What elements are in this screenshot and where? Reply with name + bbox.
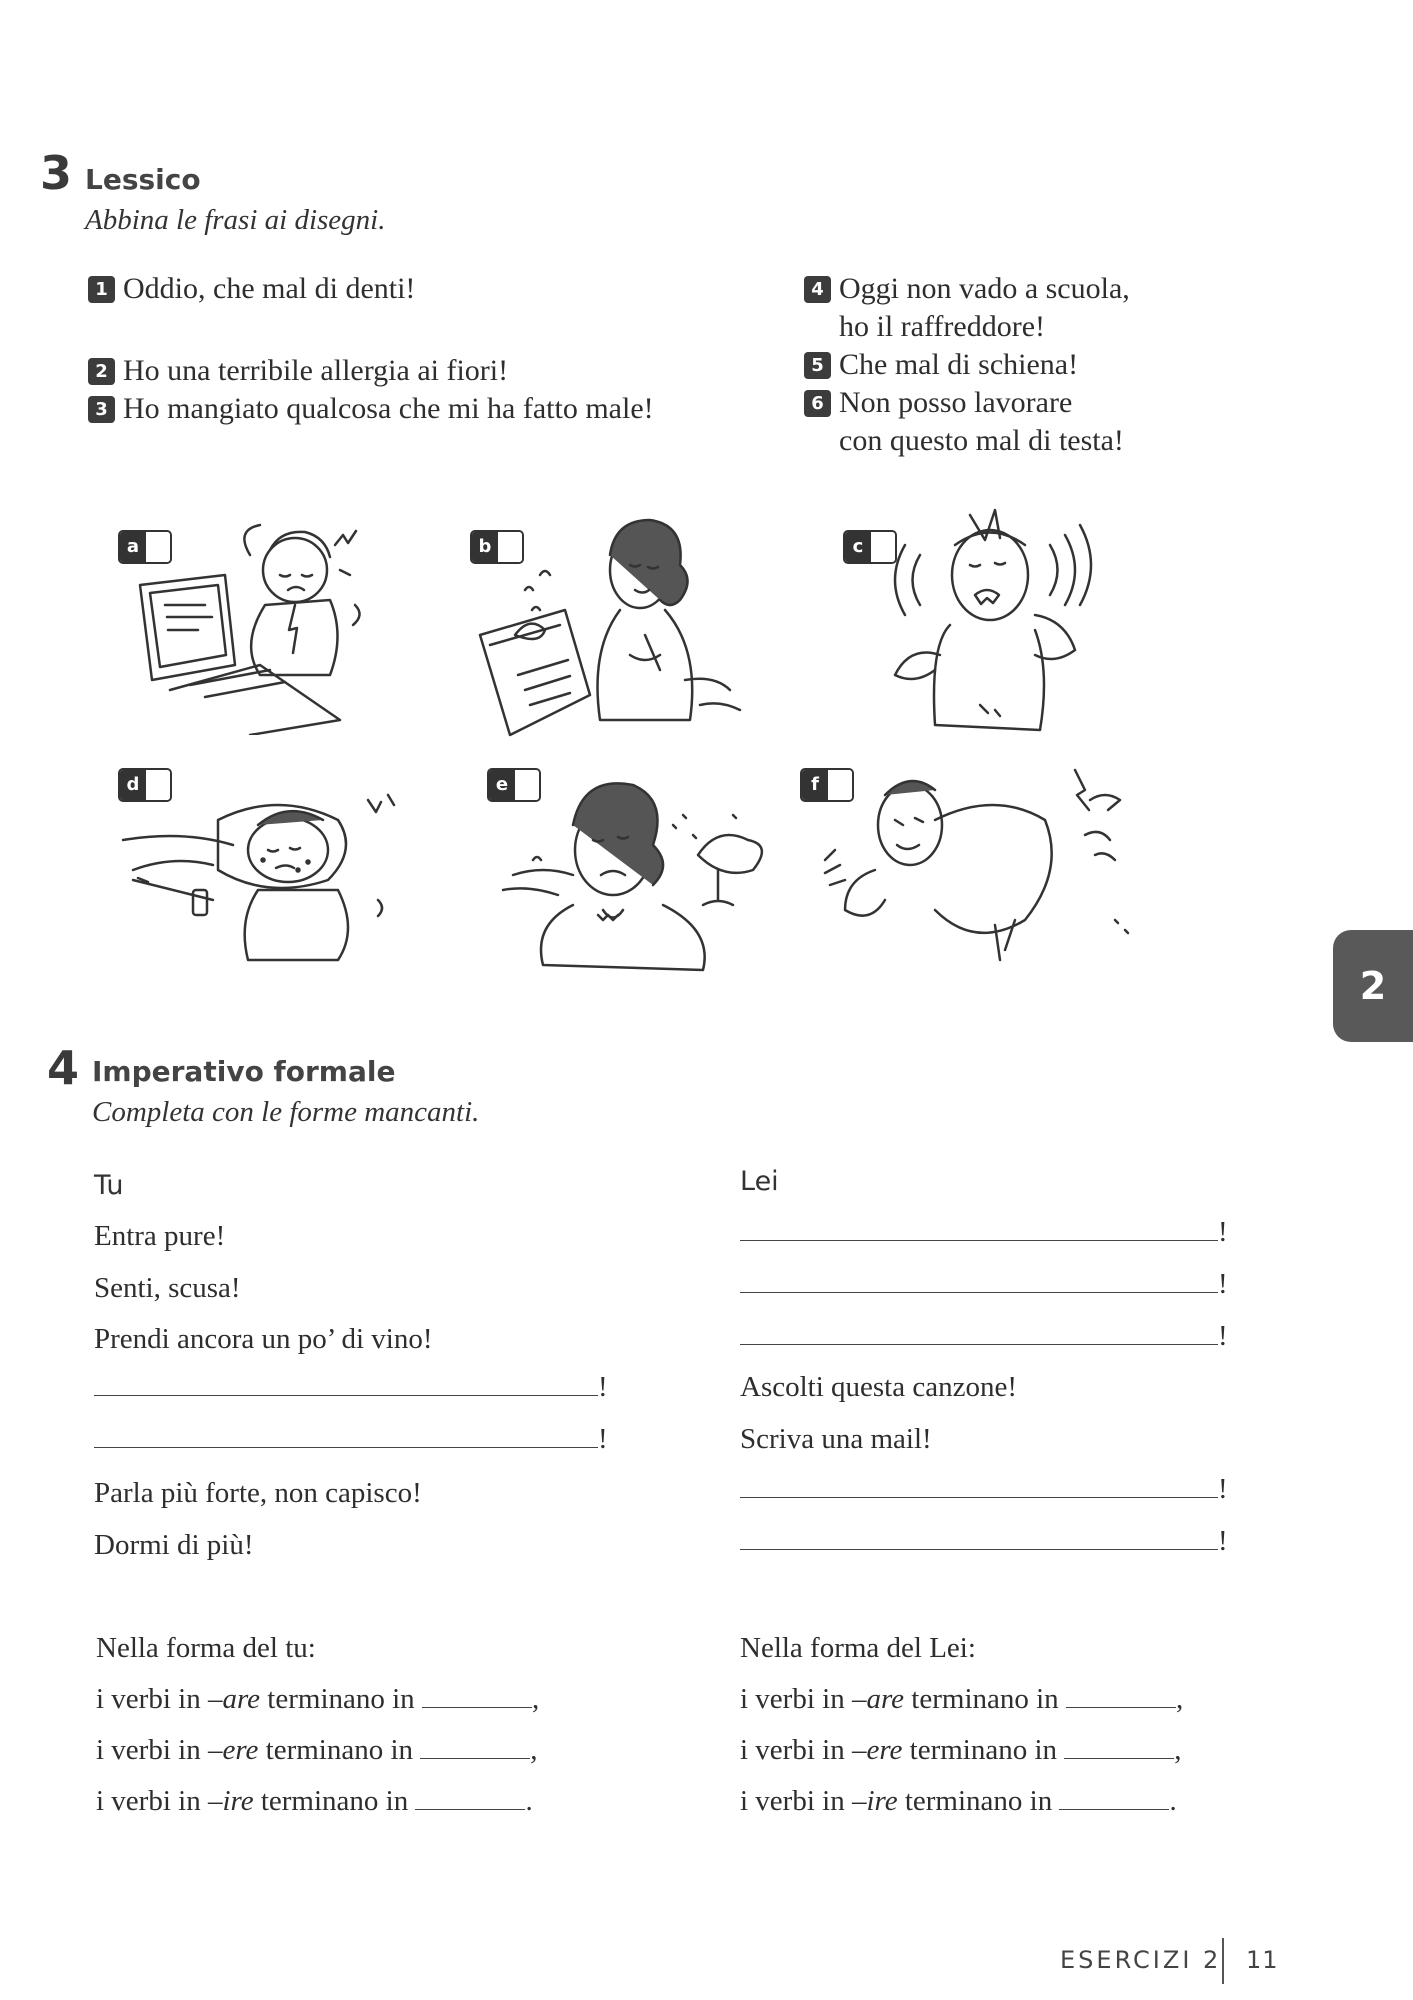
picture-letter: d [120, 770, 146, 800]
rule-prefix: i verbi in [96, 1683, 208, 1715]
rule-punct: , [1175, 1683, 1184, 1715]
sentence-1 [88, 270, 654, 308]
answer-line[interactable] [740, 1531, 1218, 1550]
rule-prefix: i verbi in [740, 1683, 852, 1715]
rule-suffix: terminano in [258, 1734, 414, 1766]
sentence-number-badge: 2 [88, 358, 115, 385]
page-number: 11 [1246, 1946, 1279, 1974]
lei-blank-2 [740, 1270, 1228, 1299]
rule-prefix: i verbi in [740, 1785, 852, 1817]
rule-ending: –ire [207, 1785, 254, 1817]
section-3-title: Lessico [85, 163, 201, 196]
exclamation: ! [1218, 1473, 1228, 1505]
rule-punct: , [531, 1683, 540, 1715]
lei-row-5: Scriva una mail! [740, 1423, 932, 1455]
man-toothache-bandage-icon [870, 505, 1140, 735]
rule-suffix: terminano in [904, 1683, 1059, 1715]
answer-line[interactable] [740, 1222, 1218, 1241]
sentence-4 [804, 270, 1130, 308]
exclamation: ! [598, 1371, 608, 1403]
section-4-title: Imperativo formale [92, 1055, 396, 1088]
sentence-number-badge: 1 [88, 276, 115, 303]
woman-stomachache-at-stove-icon [470, 515, 770, 740]
lei-blank-3 [740, 1322, 1228, 1351]
picture-letter: e [489, 770, 515, 800]
sentence-number-badge: 4 [804, 276, 831, 303]
lei-row-4: Ascolti questa canzone! [740, 1371, 1018, 1403]
rule-lei-are [740, 1685, 1183, 1714]
chapter-tab: 2 [1333, 930, 1413, 1042]
sick-person-in-bed-icon [118, 780, 438, 970]
tu-row-6: Parla più forte, non capisco! [94, 1477, 422, 1509]
footer-label: ESERCIZI 2 [1060, 1946, 1222, 1974]
rule-suffix: terminano in [253, 1785, 409, 1817]
picture-letter: b [472, 532, 498, 562]
sentence-2 [88, 352, 654, 390]
answer-line[interactable] [94, 1429, 598, 1448]
section-4-instruction: Completa con le forme mancanti. [92, 1096, 480, 1128]
rule-ending: –ere [851, 1734, 903, 1766]
column-header-lei: Lei [740, 1166, 779, 1197]
rule-ending: –ere [207, 1734, 259, 1766]
exclamation: ! [1218, 1268, 1228, 1300]
lei-blank-7 [740, 1527, 1228, 1556]
section-3-number: 3 [40, 146, 73, 200]
picture-letter: f [802, 770, 828, 800]
rule-suffix: terminano in [902, 1734, 1058, 1766]
rule-prefix: i verbi in [96, 1785, 208, 1817]
sentence-3 [88, 390, 654, 428]
rule-ending: –ire [851, 1785, 898, 1817]
exclamation: ! [1218, 1525, 1228, 1557]
sentence-6 [804, 384, 1130, 422]
sentence-number-badge: 3 [88, 396, 115, 423]
sentence-4-line2: ho il raffreddore! [839, 310, 1046, 343]
exclamation: ! [1218, 1216, 1228, 1248]
footer-divider [1222, 1938, 1224, 1984]
tu-row-1: Entra pure! [94, 1220, 226, 1252]
tu-row-2: Senti, scusa! [94, 1272, 241, 1304]
exclamation: ! [598, 1423, 608, 1455]
rule-lei-ere [740, 1736, 1182, 1765]
rule-punct: , [530, 1734, 538, 1766]
rule-prefix: i verbi in [96, 1734, 208, 1766]
rule-tu-are [96, 1685, 539, 1714]
tu-blank-1 [94, 1373, 608, 1402]
sentence-list-right [804, 270, 1130, 460]
sentence-number-badge: 5 [804, 352, 831, 379]
sentence-text: Non posso lavorare [839, 386, 1073, 419]
lei-blank-1 [740, 1218, 1228, 1247]
sentence-text: Oddio, che mal di denti! [123, 272, 416, 305]
tu-row-7: Dormi di più! [94, 1529, 254, 1561]
sentence-5 [804, 346, 1130, 384]
section-4-number: 4 [47, 1041, 80, 1095]
rule-punct: . [1169, 1785, 1177, 1817]
answer-line[interactable] [740, 1274, 1218, 1293]
rule-lei-ire [740, 1787, 1177, 1816]
rule-ending: –are [207, 1683, 261, 1715]
sentence-text: Oggi non vado a scuola, [839, 272, 1130, 305]
sentence-text: Ho una terribile allergia ai fiori! [123, 354, 509, 387]
answer-line[interactable] [420, 1740, 530, 1759]
answer-line[interactable] [422, 1689, 532, 1708]
rule-suffix: terminano in [897, 1785, 1053, 1817]
lei-blank-6 [740, 1475, 1228, 1504]
answer-line[interactable] [740, 1326, 1218, 1345]
answer-line[interactable] [1059, 1791, 1169, 1810]
rule-ending: –are [851, 1683, 905, 1715]
man-headache-at-computer-icon [130, 515, 430, 735]
tu-blank-2 [94, 1425, 608, 1454]
sentence-text: Ho mangiato qualcosa che mi ha fatto male! [123, 392, 654, 425]
picture-letter: a [120, 532, 146, 562]
sentence-number-badge: 6 [804, 390, 831, 417]
man-backache-icon [815, 760, 1145, 965]
exclamation: ! [1218, 1320, 1228, 1352]
answer-line[interactable] [415, 1791, 525, 1810]
tu-row-3: Prendi ancora un po’ di vino! [94, 1323, 433, 1355]
rules-tu-title: Nella forma del tu: [96, 1632, 316, 1664]
picture-letter: c [845, 532, 871, 562]
rule-punct: , [1174, 1734, 1182, 1766]
rule-suffix: terminano in [260, 1683, 415, 1715]
answer-line[interactable] [1064, 1740, 1174, 1759]
rule-tu-ere [96, 1736, 538, 1765]
answer-line[interactable] [1066, 1689, 1176, 1708]
sentence-6-line2: con questo mal di testa! [839, 424, 1124, 457]
answer-line[interactable] [740, 1479, 1218, 1498]
section-3-instruction: Abbina le frasi ai disegni. [85, 204, 386, 236]
answer-line[interactable] [94, 1377, 598, 1396]
sentence-text: Che mal di schiena! [839, 348, 1079, 381]
woman-sneezing-at-flowers-icon [483, 775, 783, 975]
rule-prefix: i verbi in [740, 1734, 852, 1766]
rules-lei-title: Nella forma del Lei: [740, 1632, 976, 1664]
rule-tu-ire [96, 1787, 533, 1816]
column-header-tu: Tu [94, 1170, 124, 1201]
sentence-list-left [88, 270, 654, 428]
rule-punct: . [525, 1785, 533, 1817]
